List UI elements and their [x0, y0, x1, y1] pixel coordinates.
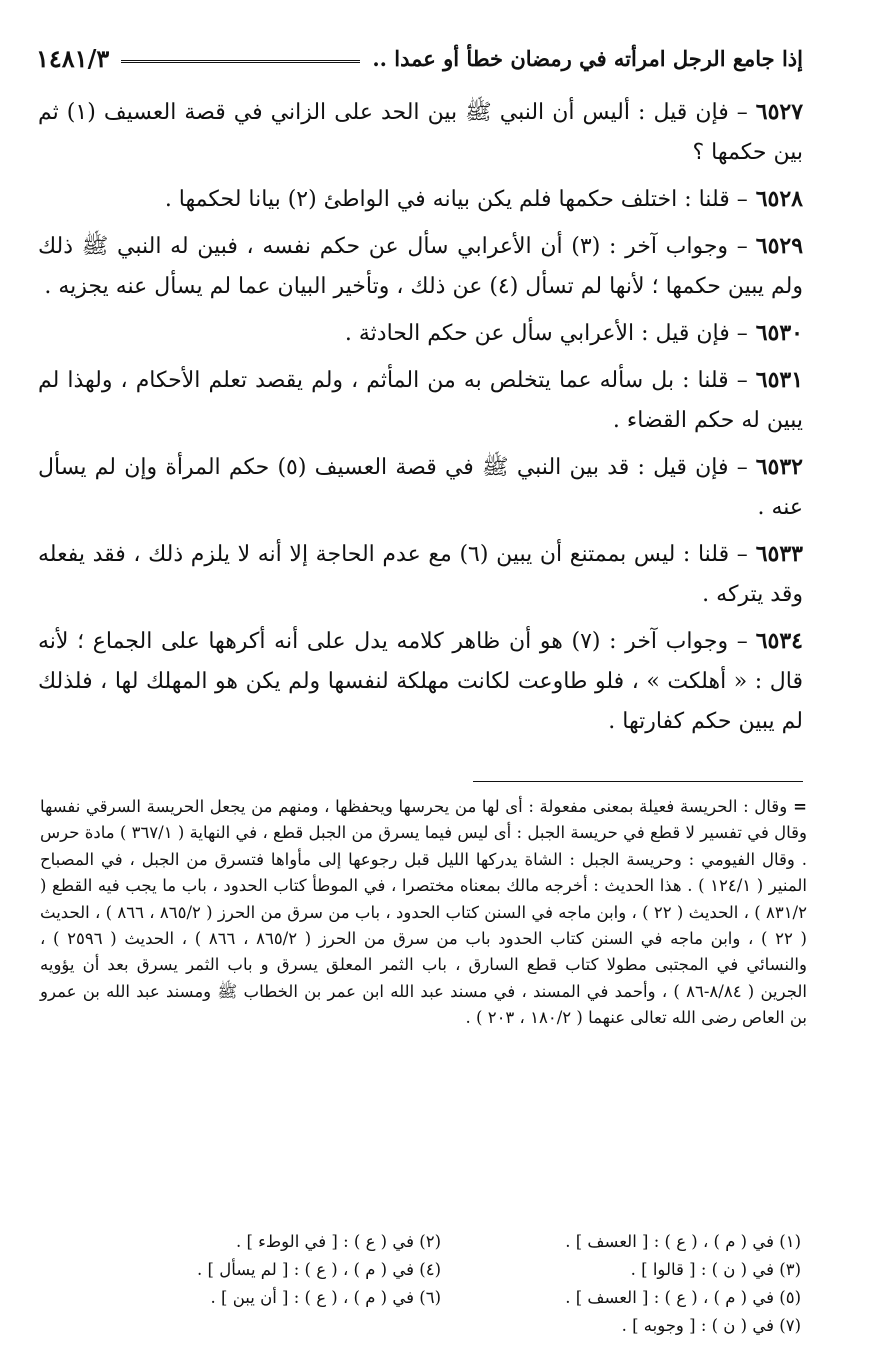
variant-row — [41, 1284, 801, 1312]
page-number: ١٤٨١/٣ — [36, 43, 110, 73]
paragraph — [38, 179, 803, 220]
variant-note: (٣) في ( ن ) : [ قالوا ] . — [630, 1260, 801, 1279]
variant-readings — [41, 1228, 801, 1340]
continuation-marker: = — [793, 797, 807, 816]
paragraph — [38, 534, 803, 615]
paragraph-number: ٦٥٣١ — [755, 367, 804, 393]
paragraph-number: ٦٥٢٧ — [755, 99, 804, 125]
footnote-continuation — [40, 794, 807, 1032]
paragraph-text: – فإن قيل : قد بين النبي ﷺ في قصة العسيف (٥) حكم المرأة وإن لم يسأل عنه . — [38, 455, 803, 520]
paragraph-text: – قلنا : بل سأله عما يتخلص به من المأثم ، ولم يقصد تعلم الأحكام ، ولهذا لم يبين له حكم القضاء . — [38, 368, 803, 433]
paragraph-text: – وجواب آخر : (٧) هو أن ظاهر كلامه يدل على أنه أكرهها على الجماع ؛ لأنه قال : « أهلكت » ، فلو طاوعت لكانت مهلكة لنفسها ولم يكن هو المهلك لها ، فلذلك لم يبين حكم كفارتها . — [38, 629, 803, 734]
variant-row — [41, 1312, 801, 1340]
paragraph — [38, 447, 803, 528]
variant-note: (٢) في ( ع ) : [ في الوطء ] . — [235, 1232, 441, 1251]
paragraph-number: ٦٥٣٣ — [755, 541, 803, 567]
running-title: إذا جامع الرجل امرأته في رمضان خطأ أو عمدا .. — [372, 45, 803, 71]
paragraph-text: – قلنا : ليس بممتنع أن يبين (٦) مع عدم الحاجة إلا أنه لا يلزم ذلك ، فقد يفعله وقد يتركه . — [38, 542, 803, 607]
variant-note: (٤) في ( م ) ، ( ع ) : [ لم يسأل ] . — [197, 1260, 441, 1279]
variant-note: (١) في ( م ) ، ( ع ) : [ العسف ] . — [565, 1232, 801, 1251]
variant-row — [41, 1256, 801, 1284]
paragraph-number: ٦٥٢٨ — [755, 186, 803, 212]
paragraph — [38, 226, 803, 307]
paragraph — [38, 313, 803, 354]
footnote-text: وقال : الحريسة فعيلة بمعنى مفعولة : أى لها من يحرسها ويحفظها ، ومنهم من يجعل الحريسة السرقي نفسها وقال في تفسير لا قطع في حريسة الجبل : أى ليس فيما يسرق من الجبل قطع ، في النهاية ( ٣٦٧/١ ) مادة حرس . وقال الفيومي : وحريسة الجبل : الشاة يدركها الليل قبل رجوعها إلى مأواها فتسرق من الجبل ، في المصباح المنير ( ١٢٤/١ ) . هذا الحديث : أخرجه مالك بمعناه مختصرا ، في الموطأ كتاب الحدود ، باب ما يجب فيه القطع ( ٨٣١/٢ ) ، الحديث ( ٢٢ ) ، وابن ماجه في السنن كتاب الحدود ، باب من سرق من الحرز ( ٨٦٥/٢ ، ٨٦٦ ) ، الحديث ( ٢٢ ) ، وابن ماجه في السنن كتاب الحدود باب من سرق من الحرز ( ٨٦٥/٢ ، ٨٦٦ ) ، الحديث ( ٢٥٩٦ ) ، والنسائي في المجتبى مطولا كتاب قطع السارق ، باب الثمر المعلق يسرق و باب الثمر يسرق بعد أن يؤويه الجرين ( ٨/٨٤-٨٦ ) ، وأحمد في المسند ، في مسند عبد الله ابن عمر بن الخطاب ﷺ ومسند عبد الله بن عمرو بن العاص رضى الله تعالى عنهما ( ١٨٠/٢ ، ٢٠٣ ) . — [40, 797, 807, 1028]
paragraph-number: ٦٥٣٢ — [755, 454, 803, 480]
paragraph-text: – فإن قيل : أليس أن النبي ﷺ بين الحد على الزاني في قصة العسيف (١) ثم بين حكمها ؟ — [38, 100, 803, 165]
paragraph-text: – فإن قيل : الأعرابي سأل عن حكم الحادثة . — [344, 321, 748, 346]
paragraph-text: – قلنا : اختلف حكمها فلم يكن بيانه في الواطئ (٢) بيانا لحكمها . — [164, 187, 748, 212]
header-rule — [121, 60, 360, 63]
paragraph-number: ٦٥٢٩ — [755, 233, 804, 259]
paragraph-text: – وجواب آخر : (٣) أن الأعرابي سأل عن حكم نفسه ، فبين له النبي ﷺ ذلك ولم يبين حكمها ؛ لأنها لم تسأل (٤) عن ذلك ، وتأخير البيان عما لم يسأل عنه يجزيه . — [38, 234, 803, 299]
footnote-separator — [473, 781, 803, 782]
variant-note: (٦) في ( م ) ، ( ع ) : [ أن يبن ] . — [210, 1288, 441, 1307]
main-text — [38, 92, 803, 748]
running-header — [36, 38, 803, 78]
paragraph — [38, 621, 803, 742]
footnotes — [40, 794, 807, 1032]
variant-note: (٥) في ( م ) ، ( ع ) : [ العسف ] . — [565, 1288, 801, 1307]
paragraph-number: ٦٥٣٤ — [755, 628, 803, 654]
paragraph — [38, 360, 803, 441]
variant-row — [41, 1228, 801, 1256]
variant-note: (٧) في ( ن ) : [ وجوبه ] . — [621, 1316, 801, 1335]
paragraph — [38, 92, 803, 173]
paragraph-number: ٦٥٣٠ — [755, 320, 803, 346]
